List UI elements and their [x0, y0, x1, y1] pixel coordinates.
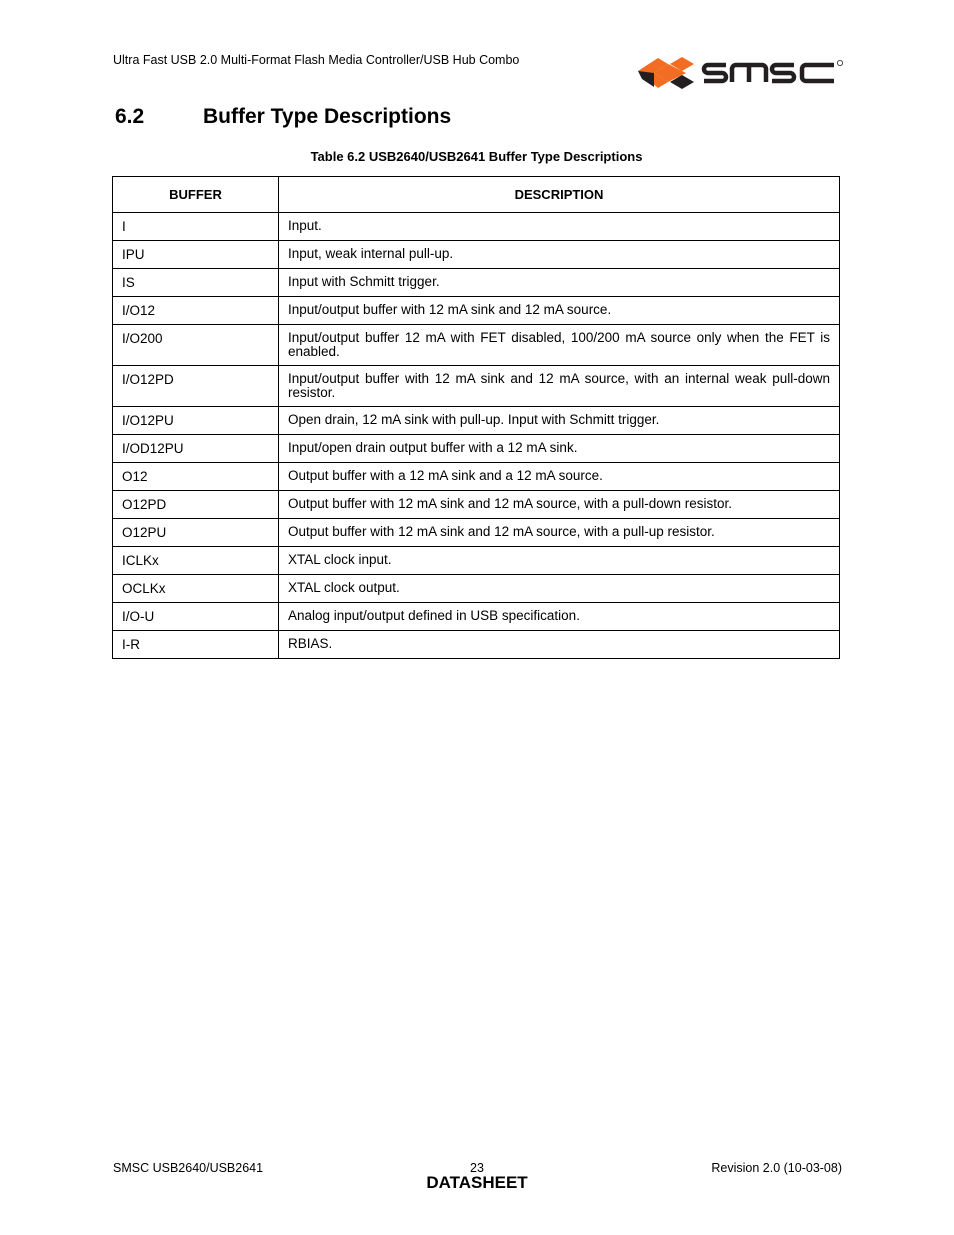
buffer-cell: O12PD [113, 491, 279, 519]
description-cell: Input/open drain output buffer with a 12 mA sink. [279, 435, 840, 463]
footer-revision: Revision 2.0 (10-03-08) [711, 1161, 842, 1175]
description-cell: Input, weak internal pull-up. [279, 241, 840, 269]
footer-product: SMSC USB2640/USB2641 [113, 1161, 264, 1175]
header-buffer: BUFFER [113, 177, 279, 213]
description-cell: RBIAS. [279, 631, 840, 659]
section-title: Buffer Type Descriptions [203, 105, 452, 128]
buffer-cell: O12PU [113, 519, 279, 547]
description-cell: Open drain, 12 mA sink with pull-up. Input with Schmitt trigger. [279, 407, 840, 435]
buffer-cell: I [113, 213, 279, 241]
buffer-cell: I/O12PU [113, 407, 279, 435]
table-row [113, 603, 840, 631]
buffer-cell: IPU [113, 241, 279, 269]
description-cell: Input/output buffer 12 mA with FET disabled, 100/200 mA source only when the FET is enabled. [279, 325, 840, 366]
description-cell: Input with Schmitt trigger. [279, 269, 840, 297]
table-row [113, 435, 840, 463]
table-row [113, 325, 840, 366]
table-row [113, 547, 840, 575]
buffer-type-table [112, 176, 840, 659]
description-cell: Output buffer with 12 mA sink and 12 mA source, with a pull-down resistor. [279, 491, 840, 519]
description-cell: Output buffer with a 12 mA sink and a 12 mA source. [279, 463, 840, 491]
description-cell: Input. [279, 213, 840, 241]
buffer-cell: OCLKx [113, 575, 279, 603]
table-row [113, 297, 840, 325]
section-number: 6.2 [115, 105, 145, 128]
running-header: Ultra Fast USB 2.0 Multi-Format Flash Media Controller/USB Hub Combo [113, 53, 520, 67]
section-heading [115, 105, 451, 129]
table-row [113, 631, 840, 659]
table-row [113, 366, 840, 407]
description-cell: XTAL clock input. [279, 547, 840, 575]
buffer-cell: I/O200 [113, 325, 279, 366]
description-cell: Input/output buffer with 12 mA sink and 12 mA source, with an internal weak pull-down resistor. [279, 366, 840, 407]
buffer-cell: ICLKx [113, 547, 279, 575]
table-row [113, 519, 840, 547]
description-cell: Output buffer with 12 mA sink and 12 mA source, with a pull-up resistor. [279, 519, 840, 547]
buffer-cell: I/O12PD [113, 366, 279, 407]
buffer-cell: I/O-U [113, 603, 279, 631]
smsc-logo [634, 53, 846, 93]
table-caption: Table 6.2 USB2640/USB2641 Buffer Type Descriptions [310, 149, 643, 164]
table-header-row [113, 177, 840, 213]
buffer-cell: I/O12 [113, 297, 279, 325]
table-row [113, 241, 840, 269]
description-cell: Analog input/output defined in USB specification. [279, 603, 840, 631]
table-row [113, 491, 840, 519]
footer-datasheet-label: DATASHEET [426, 1173, 528, 1192]
table-row [113, 407, 840, 435]
table-row [113, 269, 840, 297]
table-row [113, 463, 840, 491]
header-description: DESCRIPTION [279, 177, 840, 213]
buffer-cell: I/OD12PU [113, 435, 279, 463]
buffer-cell: IS [113, 269, 279, 297]
description-cell: Input/output buffer with 12 mA sink and 12 mA source. [279, 297, 840, 325]
buffer-cell: I-R [113, 631, 279, 659]
buffer-cell: O12 [113, 463, 279, 491]
table-row [113, 213, 840, 241]
footer-page-number: 23 [470, 1161, 484, 1175]
table-row [113, 575, 840, 603]
description-cell: XTAL clock output. [279, 575, 840, 603]
